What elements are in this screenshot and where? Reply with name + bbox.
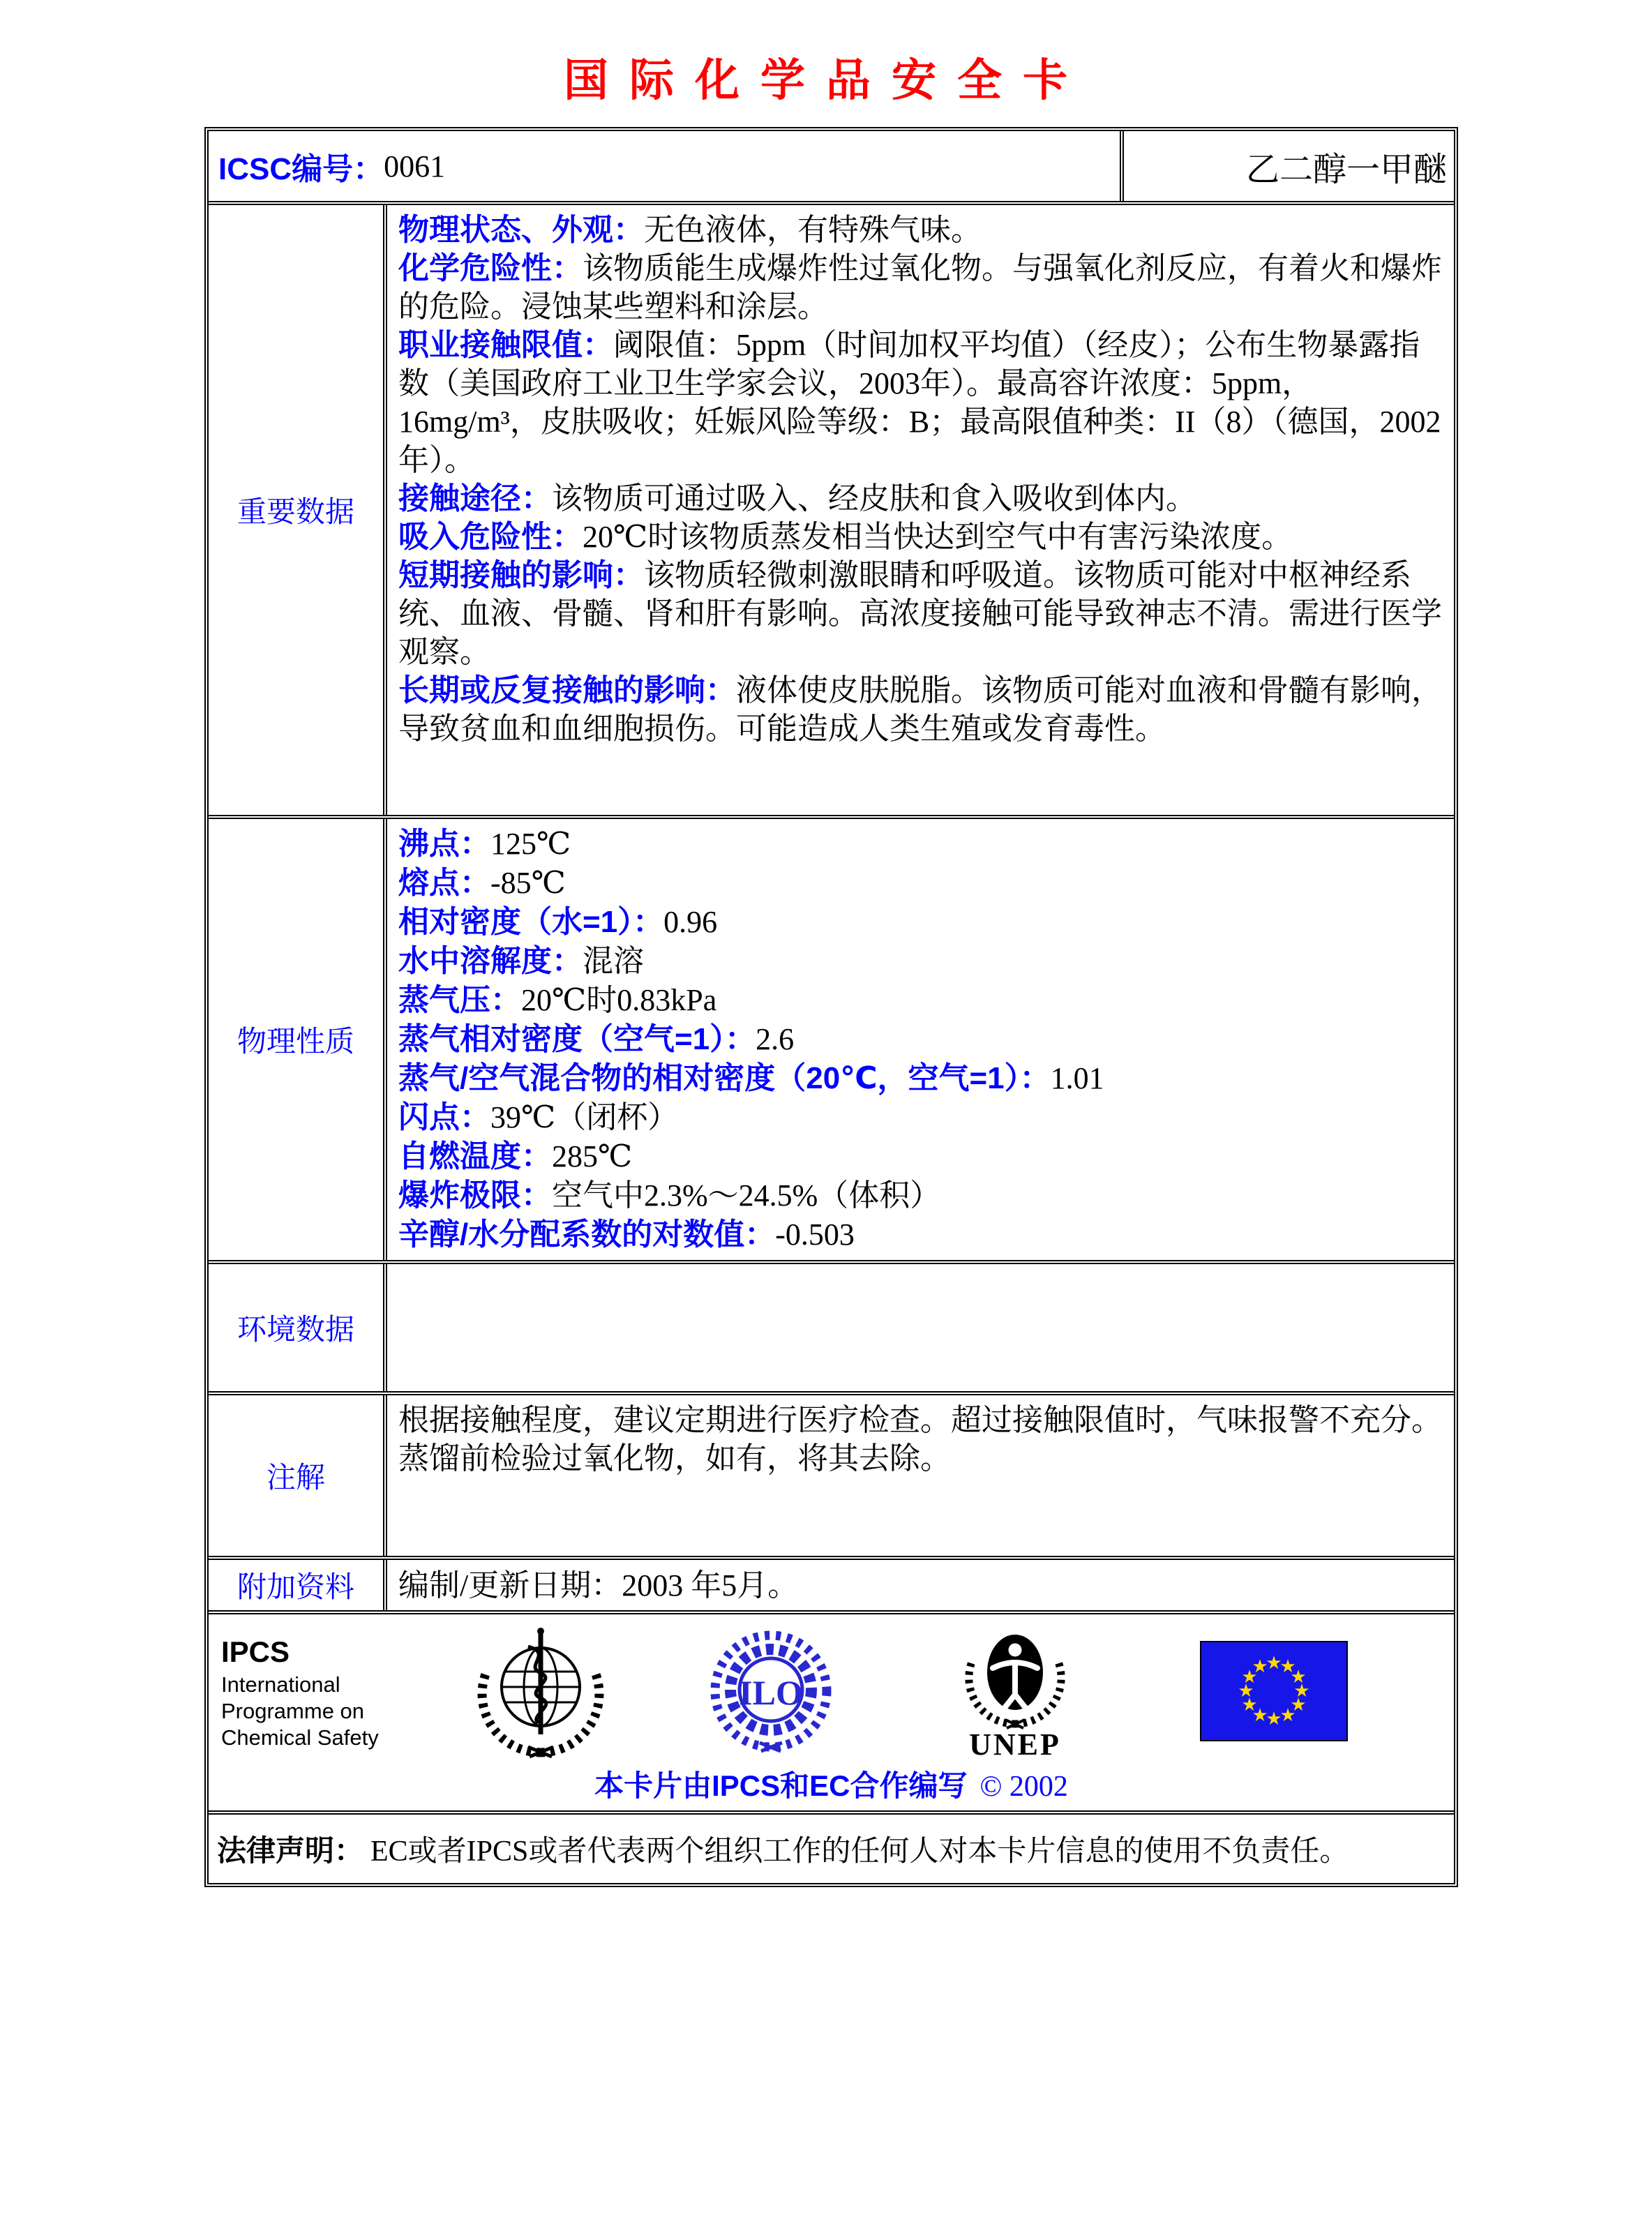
property-value: -85℃ [490, 866, 566, 900]
who-logo [471, 1623, 610, 1763]
property-value: 39℃（闭杯） [490, 1100, 679, 1134]
cooperation-caption [209, 1763, 1454, 1805]
property-label: 自燃温度： [398, 1139, 552, 1173]
ipcs-line: Chemical Safety [221, 1725, 379, 1750]
property-line [398, 1059, 1443, 1098]
legal-notice-row [209, 1815, 1454, 1883]
ipcs-line: International [221, 1672, 340, 1697]
row-label-physical-properties: 物理性质 [209, 819, 387, 1260]
item-text: 该物质可通过吸入、经皮肤和食入吸收到体内。 [552, 481, 1196, 516]
icsc-number-label: ICSC编号： [218, 152, 384, 186]
ilo-logo [708, 1628, 834, 1757]
row-label-additional-info: 附加资料 [209, 1560, 387, 1610]
item-label: 短期接触的影响： [398, 558, 644, 592]
eu-flag-logo [1200, 1641, 1348, 1745]
environmental-data-row [209, 1264, 1454, 1395]
physical-properties-content [387, 819, 1454, 1260]
icsc-number-value: 0061 [384, 149, 446, 183]
logo-strip [209, 1623, 1454, 1763]
property-line [398, 942, 1443, 981]
physical-properties-row [209, 819, 1454, 1264]
svg-text:★: ★ [1238, 1681, 1254, 1702]
property-label: 水中溶解度： [398, 944, 583, 978]
item-text: 该物质能生成爆炸性过氧化物。与强氧化剂反应，有着火和爆炸的危险。浸蚀某些塑料和涂层。 [398, 251, 1442, 324]
important-item [398, 211, 1443, 249]
property-label: 蒸气/空气混合物的相对密度（20℃，空气=1）： [398, 1061, 1051, 1095]
property-line [398, 981, 1443, 1020]
item-label: 长期或反复接触的影响： [398, 673, 736, 707]
svg-text:★: ★ [1290, 1667, 1307, 1688]
property-value: 125℃ [490, 827, 571, 861]
property-label: 爆炸极限： [398, 1178, 552, 1213]
property-line [398, 1215, 1443, 1254]
important-item [398, 326, 1443, 479]
ipcs-line: Programme on [221, 1698, 365, 1723]
item-text: 阈限值：5ppm（时间加权平均值）（经皮）；公布生物暴露指数（美国政府工业卫生学家会议，2003年）。最高容许浓度：5ppm，16mg/m³，皮肤吸收；妊娠风险等级：B；最高限值种类：II（8）（德国，2002年）。 [398, 328, 1441, 477]
property-value: 20℃时0.83kPa [521, 983, 717, 1017]
legal-notice-text: EC或者IPCS或者代表两个组织工作的任何人对本卡片信息的使用不负责任。 [370, 1836, 1349, 1868]
item-text: 该物质轻微刺激眼睛和呼吸道。该物质可能对中枢神经系统、血液、骨髓、肾和肝有影响。高浓度接触可能导致神志不清。需进行医学观察。 [398, 558, 1442, 669]
item-label: 职业接触限值： [398, 328, 613, 362]
property-line [398, 903, 1443, 942]
svg-text:★: ★ [1241, 1695, 1258, 1716]
svg-text:★: ★ [1290, 1695, 1307, 1716]
svg-text:★: ★ [1241, 1667, 1258, 1688]
chemical-name: 乙二醇一甲醚 [1245, 151, 1447, 188]
header-row [209, 131, 1454, 205]
svg-text:★: ★ [1293, 1681, 1310, 1702]
svg-text:★: ★ [1279, 1656, 1296, 1677]
caption-text: 本卡片由IPCS和EC合作编写 [594, 1769, 968, 1802]
row-label-notes: 注解 [209, 1395, 387, 1556]
row-label-environmental-data: 环境数据 [209, 1264, 387, 1391]
important-data-content [387, 205, 1454, 815]
logos-cell [209, 1614, 1454, 1810]
ipcs-acronym: IPCS [221, 1635, 290, 1668]
logos-row [209, 1614, 1454, 1815]
item-label: 接触途径： [398, 481, 552, 516]
important-item [398, 518, 1443, 556]
legal-notice-label: 法律声明： [217, 1834, 364, 1867]
notes-content: 根据接触程度，建议定期进行医疗检查。超过接触限值时，气味报警不充分。蒸馏前检验过氧化物，如有，将其去除。 [398, 1403, 1442, 1476]
property-label: 熔点： [398, 866, 490, 900]
property-line [398, 1137, 1443, 1176]
ilo-logo-text: ILO [739, 1673, 803, 1712]
property-line [398, 1176, 1443, 1215]
important-item [398, 556, 1443, 671]
property-line [398, 825, 1443, 864]
item-label: 物理状态、外观： [398, 213, 644, 247]
caption-copyright: © 2002 [979, 1771, 1068, 1803]
property-value: 0.96 [663, 905, 718, 939]
environmental-data-content [387, 1264, 1454, 1391]
property-value: 1.01 [1050, 1061, 1104, 1095]
property-label: 相对密度（水=1）： [398, 905, 664, 939]
property-line [398, 1098, 1443, 1137]
property-line [398, 864, 1443, 903]
item-label: 化学危险性： [398, 251, 583, 285]
additional-info-row [209, 1560, 1454, 1614]
icsc-card-table [204, 127, 1458, 1887]
svg-text:★: ★ [1279, 1705, 1296, 1726]
item-text: 无色液体，有特殊气味。 [644, 213, 982, 247]
property-label: 蒸气相对密度（空气=1）： [398, 1022, 756, 1056]
important-data-row [209, 205, 1454, 819]
property-value: -0.503 [775, 1217, 855, 1252]
icsc-number-cell [209, 131, 1124, 201]
svg-text:★: ★ [1252, 1705, 1268, 1726]
unep-logo-text: UNEP [969, 1727, 1061, 1762]
important-item [398, 671, 1443, 748]
property-label: 蒸气压： [398, 983, 521, 1017]
svg-text:★: ★ [1252, 1656, 1268, 1677]
important-item [398, 479, 1443, 518]
property-label: 辛醇/水分配系数的对数值： [398, 1217, 776, 1252]
page-title: 国际化学品安全卡 [564, 55, 1088, 105]
property-value: 285℃ [552, 1139, 633, 1173]
property-value: 2.6 [756, 1022, 795, 1056]
row-label-important-data: 重要数据 [209, 205, 387, 815]
legal-notice-cell [209, 1815, 1454, 1883]
ipcs-text-block [221, 1635, 430, 1751]
item-text: 液体使皮肤脱脂。该物质可能对血液和骨髓有影响，导致贫血和血细胞损伤。可能造成人类生殖或发育毒性。 [398, 673, 1442, 746]
property-value: 空气中2.3%～24.5%（体积） [552, 1178, 941, 1213]
property-value: 混溶 [583, 944, 644, 978]
item-label: 吸入危险性： [398, 520, 583, 554]
property-line [398, 1020, 1443, 1059]
property-label: 沸点： [398, 827, 490, 861]
svg-text:★: ★ [1266, 1709, 1282, 1729]
property-label: 闪点： [398, 1100, 490, 1134]
item-text: 20℃时该物质蒸发相当快达到空气中有害污染浓度。 [583, 520, 1293, 554]
important-item [398, 249, 1443, 326]
svg-text:★: ★ [1266, 1653, 1282, 1674]
notes-row [209, 1395, 1454, 1560]
additional-info-content: 编制/更新日期：2003 年5月。 [398, 1568, 799, 1603]
unep-logo [952, 1623, 1078, 1762]
